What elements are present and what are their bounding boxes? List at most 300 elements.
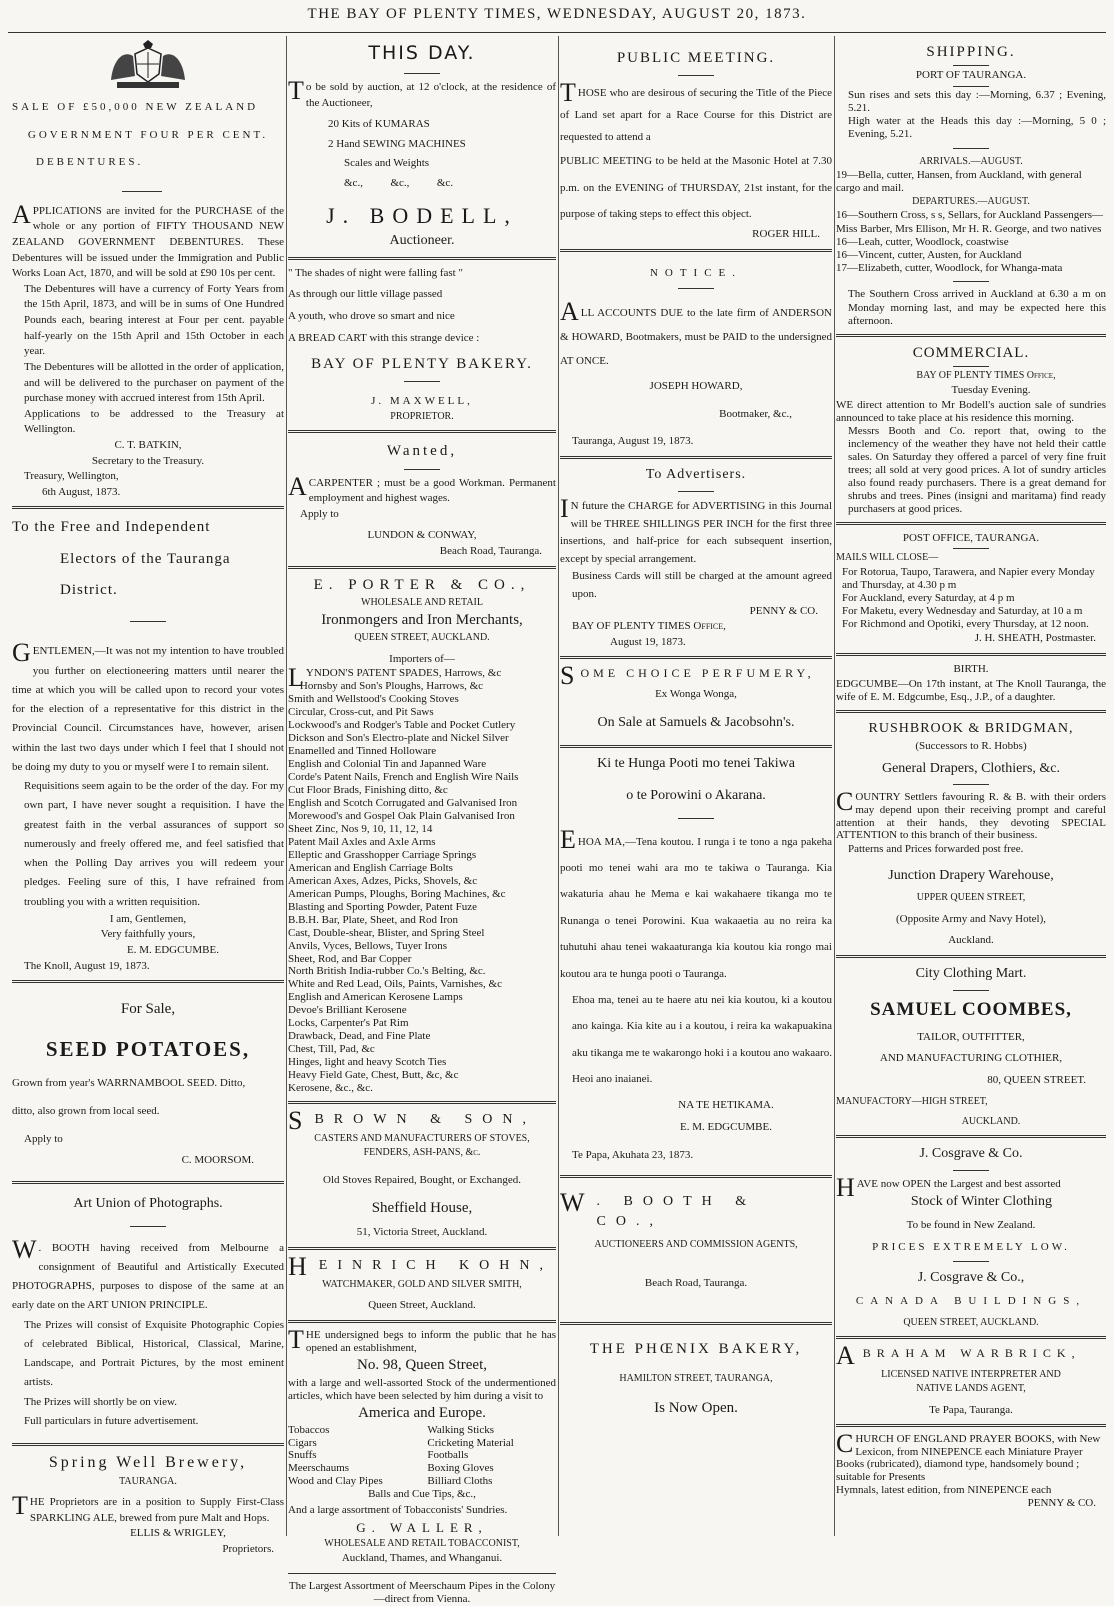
warbrick-name: [836, 1341, 1106, 1371]
divider: [836, 1135, 1106, 1138]
phoenix-title: THE PHŒNIX BAKERY,: [589, 1340, 803, 1357]
divider: [404, 381, 440, 382]
divider: [404, 73, 440, 74]
debentures-body: The Debentures will be allotted in the order of application, and will be delivered to the purchaser on payment of the purchase money with accrued interest from 15th April.: [24, 360, 284, 405]
list-item: Boxing Gloves: [427, 1462, 494, 1475]
divider: [953, 86, 989, 87]
address: Te Papa, Tauranga.: [929, 1403, 1013, 1416]
royal-coat-of-arms-icon: [103, 40, 193, 90]
art-union-text: . BOOTH having received from Melbourne a consignment of Beautiful and Artistically Executed PHOTOGRAPHS, purposes to dispose of the same at an early date on the ART UNION PRINCIPLE.: [12, 1241, 284, 1312]
perfume-title-text: OME CHOICE PERFUMERY,: [580, 666, 815, 681]
list-item: Footballs: [427, 1449, 469, 1462]
list-item: Wood and Clay Pipes: [288, 1474, 383, 1487]
list-item: Cricketing Material: [427, 1436, 514, 1449]
for-sale-heading: For Sale,: [120, 1001, 176, 1018]
drop-cap: T: [288, 75, 304, 105]
cosgrave-stock: Stock of Winter Clothing: [910, 1194, 1052, 1210]
rushbrook-name: RUSHBROOK & BRIDGMAN,: [868, 721, 1074, 737]
office-time: Tuesday Evening.: [951, 384, 1031, 397]
mart-title: City Clothing Mart.: [915, 965, 1027, 981]
electors-heading: District.: [60, 582, 118, 598]
debentures-title: SALE OF £50,000 NEW ZEALAND: [12, 101, 259, 113]
list-item: Corde's Patent Nails, French and English Wire Nails: [288, 770, 519, 783]
cosgrave-building: CANADA BUILDINGS,: [855, 1295, 1087, 1308]
bakery-verse: " The shades of night were falling fast ": [288, 266, 463, 279]
church-text: HURCH OF ENGLAND PRAYER BOOKS, with New Lexicon, from NINEPENCE each Miniature Prayer Books (rubricated), diamond type, handsomely bound ; suitable for Presents: [836, 1433, 1101, 1484]
birth-body: EDGCUMBE—On 17th instant, at The Knoll Tauranga, the wife of E. M. Edgcumbe, Esq., J.P., of a daughter.: [836, 677, 1106, 703]
brown-name-text: BROWN & SON,: [314, 1112, 536, 1128]
address: Auckland.: [948, 934, 994, 947]
rushbrook-body: [836, 787, 1106, 842]
column-2: [288, 36, 556, 1606]
drop-cap: C: [836, 787, 854, 817]
drop-cap: C: [836, 1429, 854, 1459]
waller-sub: WHOLESALE AND RETAIL TOBACCONIST,: [324, 1538, 520, 1550]
column-1: [12, 36, 284, 1555]
divider: [288, 1573, 556, 1574]
commercial-title: COMMERCIAL.: [912, 344, 1030, 361]
list-item: American Pumps, Ploughs, Boring Machines, &c: [288, 887, 506, 900]
coombes-line: TAILOR, OUTFITTER,: [917, 1030, 1025, 1043]
drop-cap: W: [12, 1234, 37, 1264]
auction-item: &c., &c., &c.: [344, 177, 454, 190]
date: The Knoll, August 19, 1873.: [24, 959, 150, 972]
waller-body: [288, 1324, 556, 1355]
divider: [836, 1336, 1106, 1339]
divider: [836, 955, 1106, 958]
divider: [678, 75, 714, 76]
brown-sub: CASTERS AND MANUFACTURERS OF STOVES,: [314, 1133, 530, 1145]
advertisers-body: [560, 493, 832, 568]
list-item: Hornsby and Son's Ploughs, Harrows, &c: [299, 680, 484, 693]
divider: [12, 506, 284, 509]
arrivals-head: ARRIVALS.—AUGUST.: [919, 155, 1023, 167]
auction-item: 20 Kits of KUMARAS: [328, 118, 430, 131]
apply-to: Apply to: [300, 507, 339, 520]
list-item: Drawback, Dead, and Fine Plate: [288, 1030, 431, 1043]
divider: [678, 491, 714, 492]
divider: [560, 1322, 832, 1325]
rushbrook-patterns: Patterns and Prices forwarded post free.: [848, 842, 1024, 855]
date: Te Papa, Akuhata 23, 1873.: [572, 1148, 694, 1161]
post-entry: For Auckland, every Saturday, at 4 p m: [842, 591, 1015, 604]
divider: [560, 745, 832, 748]
auction-item: 2 Hand SEWING MACHINES: [328, 137, 466, 150]
list-item: English and Scotch Corrugated and Galvanised Iron: [288, 796, 518, 809]
list-item: White and Red Lead, Oils, Paints, Varnishes, &c: [288, 978, 502, 991]
drop-cap: H: [288, 1252, 317, 1282]
address: AUCKLAND.: [961, 1115, 1021, 1127]
column-3: [560, 36, 832, 1536]
signature: JOSEPH HOWARD,: [649, 380, 743, 393]
address: Auckland, Thames, and Whanganui.: [341, 1552, 503, 1565]
divider: [288, 257, 556, 260]
departures-head: DEPARTURES.—AUGUST.: [912, 196, 1030, 208]
coombes-line: 80, QUEEN STREET.: [987, 1073, 1086, 1086]
divider: [953, 1170, 989, 1171]
meeting-title: PUBLIC MEETING.: [616, 50, 776, 66]
divider: [953, 548, 989, 549]
divider: [12, 980, 284, 983]
date: August 19, 1873.: [610, 635, 686, 648]
drop-cap: T: [560, 78, 576, 108]
list-item: Anvils, Vyces, Bellows, Tuyer Irons: [288, 939, 448, 952]
list-item: B.B.H. Bar, Plate, Sheet, and Rod Iron: [288, 913, 459, 926]
list-item: Devoe's Brilliant Kerosene: [288, 1004, 407, 1017]
brewery-place: TAURANGA.: [119, 1475, 177, 1487]
divider: [560, 656, 832, 659]
address: (Opposite Army and Navy Hotel),: [896, 912, 1046, 925]
birth-title: BIRTH.: [953, 663, 989, 676]
divider: [288, 566, 556, 569]
waller-items-right: [427, 1424, 556, 1487]
shipping-entry: 16—Vincent, cutter, Austen, for Auckland: [836, 248, 1022, 261]
divider: [288, 1320, 556, 1323]
shipping-body: High water at the Heads this day :—Morning, 5 0 ; Evening, 5.21.: [848, 115, 1106, 141]
divider: [12, 1181, 284, 1184]
maori-body: [560, 824, 832, 987]
address: Beach Road, Tauranga.: [439, 545, 542, 557]
warbrick-line: LICENSED NATIVE INTERPRETER AND: [881, 1369, 1061, 1381]
brown-body: Old Stoves Repaired, Bought, or Exchanged.: [323, 1173, 521, 1186]
list-item: Lockwood's and Rodger's Table and Pocket Cutlery: [288, 719, 516, 732]
auction-text: o be sold by auction, at 12 o'clock, at the residence of the Auctioneer,: [305, 80, 556, 109]
divider: [953, 65, 989, 66]
shipping-body: Sun rises and sets this day :—Morning, 6.37 ; Evening, 5.21.: [848, 88, 1106, 115]
column-4: [836, 36, 1106, 1536]
drop-cap: H: [836, 1172, 855, 1202]
porter-title: Ironmongers and Iron Merchants,: [321, 612, 523, 629]
divider: [953, 366, 989, 367]
porter-sub: WHOLESALE AND RETAIL: [361, 596, 483, 608]
electors-heading: To the Free and Independent: [12, 519, 211, 536]
warehouse-name: Junction Drapery Warehouse,: [888, 867, 1054, 883]
art-union-body: Full particulars in future advertisement.: [24, 1414, 199, 1427]
kohn-name: [288, 1252, 556, 1282]
art-union-body: The Prizes will shortly be on view.: [24, 1395, 177, 1408]
seed-potatoes-title: SEED POTATOES,: [45, 1036, 251, 1061]
maori-text: HOA MA,—Tena koutou. I runga i te tono a nga pakeha pooti mo tenei wahi ara mo te takiwa o Tauranga. Kia wakaturia ahau he Mema e kai wakahaere tikanga mo te Runanga o tenei Porowini. Kua wakaaetia au no reira ka tuhutuhi ahau tenei wakaaturanga kia koutou kia rongo mai koutou ara te hunga pooti o Tauranga.: [560, 835, 832, 980]
bakery-verse: A BREAD CART with this strange device :: [288, 331, 480, 344]
divider: [122, 191, 162, 192]
art-union-body: The Prizes will consist of Exquisite Photographic Copies of celebrated Biblical, Historical, Classical, Marine, Landscape, and Portrait Pictures, by the most eminent artists.: [24, 1318, 284, 1389]
maori-body: Ehoa ma, tenei au te haere atu nei kia koutou, ki a koutou ano kainga. Kia kite au i a koutou, i reira ka wakapuakina aku tikanga me te wakarongo hoki i a koutou ano wakaaro.: [572, 993, 832, 1059]
church-hymn: Hymnals, latest edition, from NINEPENCE each: [836, 1483, 1052, 1496]
address: QUEEN STREET, AUCKLAND.: [903, 1316, 1039, 1328]
divider: [560, 1175, 832, 1178]
potatoes-body: ditto, also grown from local seed.: [12, 1104, 160, 1117]
rushbrook-succ: (Successors to R. Hobbs): [915, 739, 1027, 752]
bakery-name: BAY OF PLENTY BAKERY.: [311, 356, 533, 373]
divider: [836, 653, 1106, 656]
post-entry: For Richmond and Opotiki, every Thursday, at 12 noon.: [842, 618, 1089, 631]
firm-name: LUNDON & CONWAY,: [367, 529, 477, 542]
address: Beach Road, Tauranga.: [644, 1277, 748, 1290]
booth-sub: AUCTIONEERS AND COMMISSION AGENTS,: [594, 1239, 798, 1251]
signature: E. M. EDGCUMBE.: [680, 1121, 772, 1134]
auctioneer-name: J. BODELL,: [326, 202, 518, 228]
shipping-entry: 19—Bella, cutter, Hansen, from Auckland, with general cargo and mail.: [836, 168, 1082, 195]
post-entry: For Maketu, every Wednesday and Saturday, at 10 a m: [842, 605, 1083, 618]
list-item: Cast, Double-shear, Blister, and Spring Steel: [288, 926, 485, 939]
post-entry: For Rotorua, Taupo, Tarawera, and Napier every Monday and Thursday, at 4.30 p m: [842, 565, 1095, 591]
cosgrave-prices: PRICES EXTREMELY LOW.: [872, 1240, 1070, 1253]
rushbrook-text: OUNTRY Settlers favouring R. & B. with their orders may depend upon their receiving prompt and careful attention at their hands, they devoting SPECIAL ATTENTION to this branch of their business.: [836, 791, 1106, 842]
drop-cap: T: [288, 1324, 304, 1354]
list-item: Meerschaums: [288, 1462, 350, 1475]
list-item: American and English Carriage Bolts: [288, 861, 453, 874]
divider: [953, 1261, 989, 1262]
list-item: Sheet Zinc, Nos 9, 10, 11, 12, 14: [288, 822, 433, 835]
signature: J. H. SHEATH, Postmaster.: [974, 632, 1096, 645]
divider: [560, 249, 832, 252]
booth-name: [560, 1188, 832, 1232]
electors-heading: Electors of the Tauranga: [60, 550, 231, 567]
office: BAY OF PLENTY TIMES Office,: [572, 620, 726, 633]
meeting-body: PUBLIC MEETING to be held at the Masonic Hotel at 7.30 p.m. on the EVENING of THURSDAY, 21st instant, for the purpose of taking steps to effect this object.: [560, 155, 832, 221]
signature: NA TE HETIKAMA.: [678, 1099, 774, 1112]
meeting-text: HOSE who are desirous of securing the Title of the Piece of Land set apart for a Race Course for this District are requested to attend a: [560, 87, 832, 144]
list-item: Cut Floor Brads, Finishing ditto, &c: [288, 783, 448, 796]
waller-items: [288, 1424, 556, 1487]
phoenix-open: Is Now Open.: [654, 1400, 738, 1417]
signature: ROGER HILL.: [752, 228, 820, 241]
list-item: Smith and Wellstood's Cooking Stoves: [288, 693, 459, 706]
drop-cap: A: [560, 296, 579, 326]
brewery-body: [12, 1491, 284, 1526]
waller-sundries: And a large assortment of Tobacconists' Sundries.: [288, 1504, 508, 1516]
drop-cap: L: [288, 663, 304, 693]
divider: [404, 469, 440, 470]
signature: C. T. BATKIN,: [114, 438, 182, 451]
bakery-verse: A youth, who drove so smart and nice: [288, 309, 455, 322]
coombes-name: SAMUEL COOMBES,: [870, 998, 1072, 1020]
debentures-body: Applications to be addressed to the Treasury at Wellington.: [24, 407, 284, 436]
drop-cap: W: [560, 1188, 595, 1218]
divider: [678, 818, 714, 819]
list-item: Snuffs: [288, 1449, 317, 1462]
list-item: Elleptic and Grasshopper Carriage Springs: [288, 848, 477, 861]
list-item: Hinges, light and heavy Scotch Ties: [288, 1056, 447, 1069]
list-item-text: YNDON'S PATENT SPADES, Harrows, &c: [305, 667, 502, 680]
notice-body: [560, 296, 832, 374]
list-item: Kerosene, &c., &c.: [288, 1082, 373, 1095]
waller-body: with a large and well-assorted Stock of the undermentioned articles, which have been selected by him during a visit to: [288, 1376, 556, 1402]
list-item: Chest, Till, Pad, &c: [288, 1043, 375, 1056]
signature-title: Bootmaker, &c.,: [719, 407, 792, 420]
commercial-body: Messrs Booth and Co. report that, owing to the inclemency of the weather they have not held their cattle sales. On Saturday they offered a parcel of very fine fruit trees; all sold at very good prices. A lot of sundry articles also found ready purchasers. There is a great demand for shrubs and trees. Pines (insigni and maritama) find ready purchasers at good prices.: [848, 424, 1106, 515]
drop-cap: S: [288, 1106, 313, 1136]
waller-address: No. 98, Queen Street,: [357, 1357, 487, 1374]
auction-item: Scales and Weights: [344, 157, 430, 170]
divider: [836, 1424, 1106, 1427]
column-divider: [834, 36, 835, 1536]
waller-text: HE undersigned begs to inform the public that he has opened an establishment,: [305, 1328, 556, 1355]
advertisers-title: To Advertisers.: [645, 467, 747, 483]
debentures-title: GOVERNMENT FOUR PER CENT.: [27, 128, 269, 141]
masthead: THE BAY OF PLENTY TIMES, WEDNESDAY, AUGUST 20, 1873.: [307, 6, 807, 22]
divider: [12, 1443, 284, 1446]
signature: J. MAXWELL,: [371, 395, 473, 408]
brown-name: [288, 1106, 556, 1136]
wanted-body: [288, 471, 556, 507]
signature: Very faithfully yours,: [100, 928, 196, 941]
maori-body: Heoi ano inaianei.: [572, 1073, 653, 1086]
drop-cap: I: [560, 493, 569, 523]
divider: [953, 784, 989, 785]
this-day-title: THIS DAY.: [368, 42, 476, 64]
debentures-title: DEBENTURES.: [36, 156, 144, 169]
address: UPPER QUEEN STREET,: [916, 892, 1026, 904]
maori-title: o te Porowini o Akarana.: [626, 787, 766, 803]
signature-title: PROPRIETOR.: [390, 411, 454, 423]
meeting-body: [560, 78, 832, 148]
place: Treasury, Wellington,: [24, 470, 119, 483]
divider: [560, 456, 832, 459]
column-divider: [286, 36, 287, 1536]
booth-name-text: . BOOTH & CO.,: [596, 1194, 757, 1230]
notice-text: LL ACCOUNTS DUE to the late firm of ANDERSON & HOWARD, Bootmakers, must be PAID to the undersigned AT ONCE.: [560, 306, 832, 368]
shipping-note: The Southern Cross arrived in Auckland at 6.30 a m on Monday morning last, and may be expected here this afternoon.: [848, 288, 1106, 327]
list-item: North British India-rubber Co.'s Belting, &c.: [288, 965, 486, 978]
shipping-entry: 16—Leah, cutter, Woodlock, coastwise: [836, 235, 1009, 248]
signature: E. M. EDGCUMBE.: [127, 944, 219, 957]
porter-items: [288, 663, 556, 1095]
post-head: MAILS WILL CLOSE—: [836, 552, 939, 564]
divider: [836, 522, 1106, 525]
porter-name: E. PORTER & CO.,: [313, 576, 531, 593]
list-item: Walking Sticks: [427, 1424, 495, 1437]
shipping-title: SHIPPING.: [926, 44, 1016, 60]
list-item: English and American Kerosene Lamps: [288, 991, 463, 1004]
bakery-verse: As through our little village passed: [288, 288, 443, 301]
cosgrave-name: J. Cosgrave & Co.,: [917, 1270, 1025, 1286]
porter-importers: Importers of—: [389, 652, 455, 665]
drop-cap: T: [12, 1491, 28, 1521]
brewery-text: HE Proprietors are in a position to Supply First-Class SPARKLING ALE, brewed from pure Malt and Hops.: [29, 1496, 284, 1524]
brown-house: Sheffield House,: [371, 1200, 473, 1217]
brewery-title: Spring Well Brewery,: [48, 1454, 248, 1472]
electors-text: ENTLEMEN,—It was not my intention to have troubled you further on electioneering matters until nearer the time at which you will be called upon to record your votes for the election of a representative for this district in the Provincial Council. Circumstances have, however, arisen within the last two days under which I feel that I should not be doing my duty to you or myself were I to remain silent.: [12, 645, 284, 773]
cosgrave-found: To be found in New Zealand.: [906, 1219, 1036, 1232]
drop-cap: G: [12, 638, 31, 668]
office: BAY OF PLENTY TIMES Office,: [916, 370, 1056, 382]
signature-title: Secretary to the Treasury.: [91, 454, 205, 467]
list-item: American Axes, Adzes, Picks, Shovels, &c: [288, 874, 478, 887]
date: Tauranga, August 19, 1873.: [572, 435, 694, 448]
warbrick-line: NATIVE LANDS AGENT,: [916, 1383, 1026, 1395]
list-item: Dickson and Son's Electro-plate and Nickel Silver: [288, 732, 509, 745]
list-item: Tobaccos: [288, 1424, 330, 1437]
signature: ELLIS & WRIGLEY,: [130, 1527, 226, 1540]
coombes-line: MANUFACTORY—HIGH STREET,: [836, 1095, 988, 1107]
porter-address: QUEEN STREET, AUCKLAND.: [354, 632, 490, 644]
divider: [288, 430, 556, 433]
kohn-sub: WATCHMAKER, GOLD AND SILVER SMITH,: [322, 1279, 522, 1291]
perfume-title: [560, 661, 832, 691]
debentures-body: The Debentures will have a currency of Forty Years from the 15th April, 1873, and will be in sums of One Hundred Pounds each, bearing interest at Four per cent. payable half-yearly on the 15th April and 15th October in each year.: [24, 282, 284, 358]
shipping-entry: 17—Elizabeth, cutter, Woodlock, for Whanga-mata: [836, 262, 1063, 275]
debentures-text: PPLICATIONS are invited for the PURCHASE of the whole or any portion of FIFTY THOUSAND NEW ZEALAND GOVERNMENT DEBENTURES. These Debentures will be issued under the Immigration and Public Works Loan Act, 1870, and will be sold at £90 10s per cent.: [12, 204, 284, 280]
signature: I am, Gentlemen,: [109, 912, 187, 925]
divider: [836, 334, 1106, 337]
list-item: Enamelled and Tinned Holloware: [288, 745, 437, 757]
list-item: Patent Mail Axles and Axle Arms: [288, 835, 436, 848]
column-divider: [558, 36, 559, 1536]
list-item: Locks, Carpenter's Pat Rim: [288, 1017, 409, 1030]
drop-cap: E: [560, 824, 576, 854]
signature: C. MOORSOM.: [181, 1154, 254, 1167]
drop-cap: S: [560, 661, 579, 691]
list-item: Balls and Cue Tips, &c.,: [368, 1488, 476, 1501]
address: Queen Street, Auckland.: [368, 1299, 476, 1312]
electors-body: Requisitions seem again to be the order of the day. For my own part, I have never sought a requisition. I have the greatest faith in the verbal assurances of support so numerously and freely offered me, and feel satisfied that when the Polling Day arrives you will redeem your pledges. Feeling sure of this, I have refrained from troubling you with a written requisition.: [24, 780, 284, 908]
signature: PENNY & CO.: [749, 604, 818, 617]
maori-title: Ki te Hunga Pooti mo tenei Takiwa: [597, 755, 795, 771]
masthead-rule: [8, 32, 1106, 33]
coombes-line: AND MANUFACTURING CLOTHIER,: [879, 1052, 1063, 1065]
debentures-body: [12, 199, 284, 282]
address: 51, Victoria Street, Auckland.: [356, 1226, 488, 1239]
commercial-body: WE direct attention to Mr Bodell's auction sale of sundries announced to take place at his residence this morning.: [836, 399, 1106, 424]
auctioneer-role: Auctioneer.: [389, 232, 455, 248]
auction-body: [288, 75, 556, 111]
wanted-text: CARPENTER ; must be a good Workman. Permanent employment and highest wages.: [308, 476, 556, 505]
cosgrave-name: J. Cosgrave & Co.: [919, 1145, 1023, 1161]
list-item: Circular, Cross-cut, and Pit Saws: [288, 706, 434, 719]
divider: [953, 990, 989, 991]
list-item: Billiard Cloths: [427, 1474, 493, 1487]
notice-title: NOTICE.: [649, 267, 743, 280]
advertisers-text: N future the CHARGE for ADVERTISING in this Journal will be THREE SHILLINGS PER INCH for the first three insertions, and half-price for each subsequent insertion, except by special arrangement.: [560, 499, 832, 565]
list-item: Cigars: [288, 1436, 317, 1449]
perfume-body: On Sale at Samuels & Jacobsohn's.: [597, 714, 795, 730]
art-union-title: Art Union of Photographs.: [73, 1195, 223, 1211]
divider: [678, 288, 714, 289]
drop-cap: A: [836, 1341, 861, 1371]
post-title: POST OFFICE, TAURANGA.: [902, 531, 1040, 544]
phoenix-address: HAMILTON STREET, TAURANGA,: [619, 1373, 773, 1385]
church-body: [836, 1429, 1106, 1484]
divider: [953, 148, 989, 149]
divider: [288, 1101, 556, 1104]
waller-foot: The Largest Assortment of Meerschaum Pipes in the Colony—direct from Vienna.: [288, 1579, 556, 1606]
art-union-body: [12, 1234, 284, 1316]
rushbrook-title: General Drapers, Clothiers, &c.: [881, 760, 1061, 776]
divider: [836, 710, 1106, 713]
potatoes-body: Grown from year's WARRNAMBOOL SEED. Ditto,: [12, 1077, 246, 1090]
waller-items-left: [288, 1424, 417, 1487]
waller-name: G. WALLER,: [356, 1519, 488, 1535]
divider: [953, 281, 989, 282]
electors-body: [12, 638, 284, 777]
list-item: English and Colonial Tin and Japanned Ware: [288, 757, 487, 770]
wanted-title: Wanted,: [386, 443, 458, 460]
divider: [130, 1226, 166, 1227]
waller-place: America and Europe.: [358, 1404, 486, 1421]
divider: [130, 621, 166, 622]
apply-to: Apply to: [24, 1132, 63, 1145]
kohn-name-text: EINRICH KOHN,: [318, 1258, 553, 1274]
list-item: Blasting and Sporting Powder, Patent Fuze: [288, 900, 477, 913]
list-item: Sheet, Rod, and Bar Copper: [288, 952, 412, 965]
perfume-sub: Ex Wonga Wonga,: [655, 688, 737, 701]
warbrick-name-text: BRAHAM WARBRICK,: [862, 1346, 1081, 1361]
shipping-port: PORT OF TAURANGA.: [915, 69, 1027, 82]
drop-cap: A: [288, 471, 307, 501]
cosgrave-text: AVE now OPEN the Largest and best assorted: [856, 1177, 1061, 1190]
divider: [288, 1247, 556, 1250]
